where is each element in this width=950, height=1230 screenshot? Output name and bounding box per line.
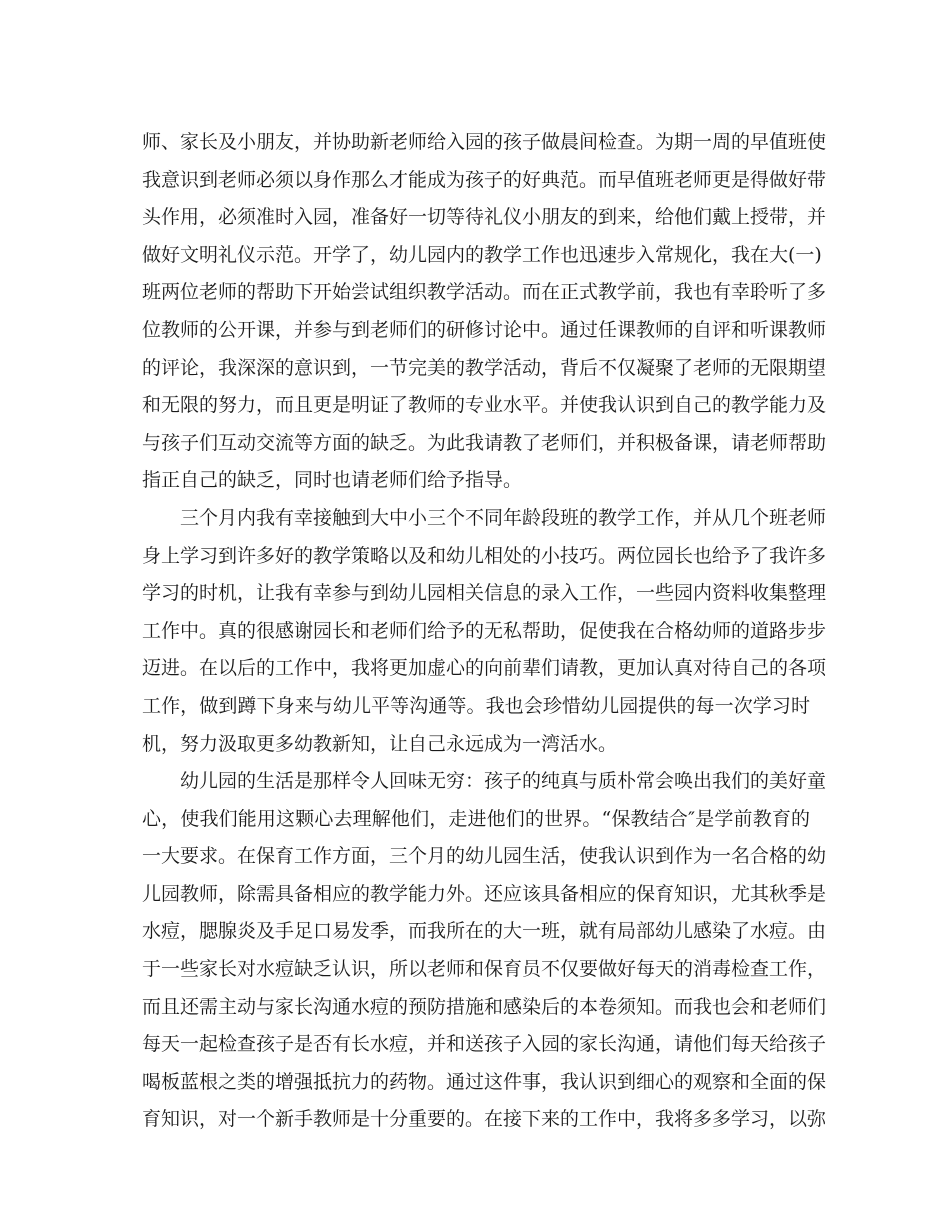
paragraph-2 [142,500,827,763]
text-line: 于一些家长对水痘缺乏认识，所以老师和保育员不仅要做好每天的消毒检查工作， [142,958,827,981]
text-line: 的评论，我深深的意识到，一节完美的教学活动，背后不仅凝聚了老师的无限期望 [142,356,827,379]
text-line: 一大要求。在保育工作方面，三个月的幼儿园生活，使我认识到作为一名合格的幼 [142,845,827,868]
text-line: 头作用，必须准时入园，准备好一切等待礼仪小朋友的到来，给他们戴上授带，并 [142,206,827,229]
text-line: 学习的时机，让我有幸参与到幼儿园相关信息的录入工作，一些园内资料收集整理 [142,582,827,605]
text-line: 师、家长及小朋友，并协助新老师给入园的孩子做晨间检查。为期一周的早值班使 [142,131,827,153]
paragraph-1 [142,124,827,500]
text-line: 每天一起检查孩子是否有长水痘，并和送孩子入园的家长沟通，请他们每天给孩子 [142,1033,827,1056]
text-line: 水痘，腮腺炎及手足口易发季，而我所在的大一班，就有局部幼儿感染了水痘。由 [142,920,827,943]
text-line: 儿园教师，除需具备相应的教学能力外。还应该具备相应的保育知识，尤其秋季是 [142,882,827,905]
body-text [142,124,827,1139]
text-line: 和无限的努力，而且更是明证了教师的专业水平。并使我认识到自己的教学能力及 [142,394,827,417]
text-line: 三个月内我有幸接触到大中小三个不同年龄段班的教学工作，并从几个班老师 [180,506,827,529]
text-line: 而且还需主动与家长沟通水痘的预防措施和感染后的本卷须知。而我也会和老师们 [142,995,827,1018]
text-line: 身上学习到许多好的教学策略以及和幼儿相处的小技巧。两位园长也给予了我许多 [142,544,827,567]
text-line: 心，使我们能用这颗心去理解他们，走进他们的世界。“保教结合″是学前教育的 [142,807,810,830]
text-line: 指正自己的缺乏，同时也请老师们给予指导。 [142,469,523,492]
text-line: 我意识到老师必须以身作那么才能成为孩子的好典范。而早值班老师更是得做好带 [142,168,827,191]
text-line: 做好文明礼仪示范。开学了，幼儿园内的教学工作也迅速步入常规化，我在大(一) [142,243,822,266]
text-line: 班两位老师的帮助下开始尝试组织教学活动。而在正式教学前，我也有幸聆听了多 [142,281,827,304]
text-line: 工作中。真的很感谢园长和老师们给予的无私帮助，促使我在合格幼师的道路步步 [142,619,827,642]
text-line: 机，努力汲取更多幼教新知，让自己永远成为一湾活水。 [142,732,618,755]
text-line: 工作，做到蹲下身来与幼儿平等沟通等。我也会珍惜幼儿园提供的每一次学习时 [142,694,810,717]
paragraph-3 [142,763,827,1139]
text-line: 喝板蓝根之类的增强抵抗力的药物。通过这件事，我认识到细心的观察和全面的保 [142,1070,827,1093]
text-line: 位教师的公开课，并参与到老师们的研修讨论中。通过任课教师的自评和听课教师 [142,318,827,341]
text-line: 迈进。在以后的工作中，我将更加虚心的向前辈们请教，更加认真对待自己的各项 [142,657,827,680]
text-line: 育知识，对一个新手教师是十分重要的。在接下来的工作中，我将多多学习，以弥 [142,1108,827,1131]
text-line: 与孩子们互动交流等方面的缺乏。为此我请教了老师们，并积极备课，请老师帮助 [142,431,827,454]
text-line: 幼儿园的生活是那样令人回味无穷：孩子的纯真与质朴常会唤出我们的美好童 [180,770,827,793]
